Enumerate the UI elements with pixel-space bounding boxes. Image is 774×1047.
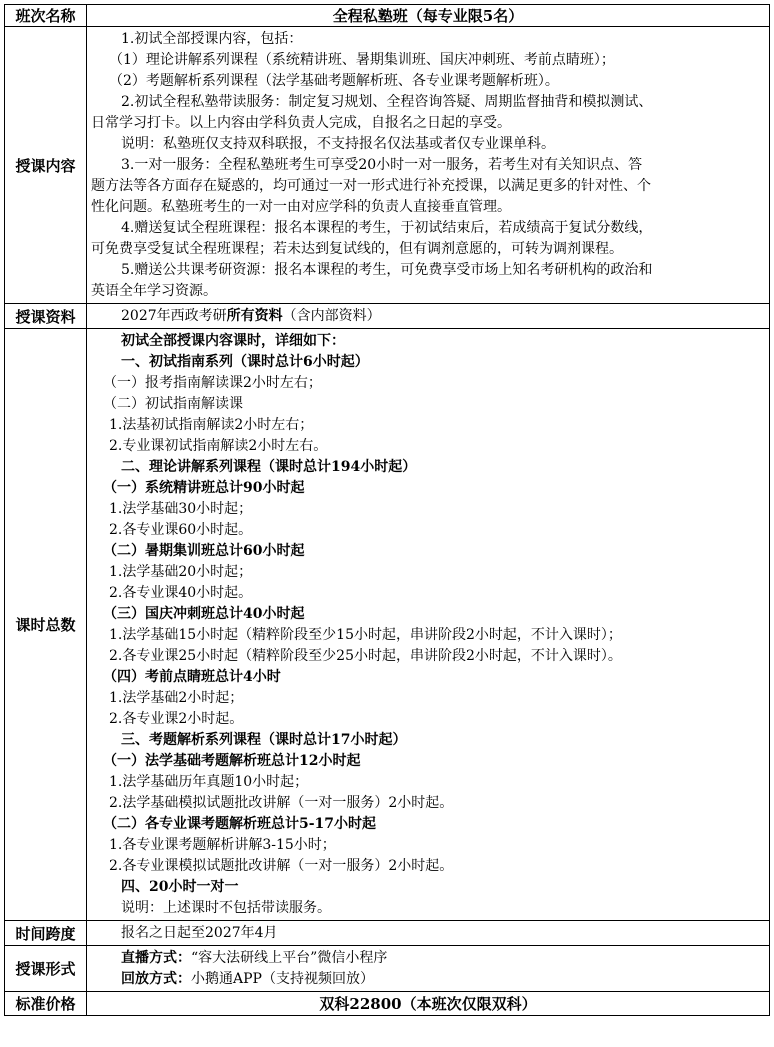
class-name-row [5,5,770,27]
format-row [5,946,770,992]
price-label: 标准价格 [5,992,87,1016]
hours-line: 四、20小时一对一 [121,879,239,895]
content-line: 性化问题。私塾班考生的一对一由对应学科的负责人直接垂直管理。 [91,199,511,215]
hours-line: 1.法学基础20小时起； [109,564,253,580]
hours-line: （二）初试指南解读课 [103,396,243,412]
materials-prefix: 2027年西政考研 [121,308,227,324]
hours-label: 课时总数 [5,329,87,921]
hours-line: （一）法学基础考题解析班总计12小时起 [103,753,361,769]
class-name-value: 全程私塾班（每专业限5名） [87,5,770,27]
content-line: 说明：私塾班仅支持双科联报，不支持报名仅法基或者仅专业课单科。 [121,136,555,152]
hours-line: 1.法基初试指南解读2小时左右； [109,417,314,433]
course-info-table [4,4,770,1016]
materials-bold: 所有资料 [226,308,283,324]
hours-line: （一）系统精讲班总计90小时起 [103,480,305,496]
content-body [87,27,770,304]
hours-line: （四）考前点睛班总计4小时 [103,669,281,685]
replay-label: 回放方式： [121,971,191,987]
time-span-value: 报名之日起至2027年4月 [87,921,770,946]
hours-line: 一、初试指南系列（课时总计6小时起） [121,354,369,370]
live-line [91,948,765,969]
price-value: 双科22800（本班次仅限双科） [87,992,770,1016]
content-line: （1）理论讲解系列课程（系统精讲班、暑期集训班、国庆冲刺班、考前点睛班）； [109,52,615,68]
hours-line: （二）各专业课考题解析班总计5-17小时起 [103,816,377,832]
hours-row [5,329,770,921]
hours-line: 2.法学基础模拟试题批改讲解（一对一服务）2小时起。 [109,795,454,811]
time-span-label: 时间跨度 [5,921,87,946]
hours-line: 2.各专业课25小时起（精粹阶段至少25小时起，串讲阶段2小时起，不计入课时）。 [109,648,622,664]
format-body [87,946,770,992]
content-line: 2.初试全程私塾带读服务：制定复习规划、全程咨询答疑、周期监督抽背和模拟测试、 [121,94,653,110]
hours-line: 2.各专业课60小时起。 [109,522,253,538]
hours-line: 2.各专业课40小时起。 [109,585,253,601]
class-name-label: 班次名称 [5,5,87,27]
content-line: 4.赠送复试全程班课程：报名本课程的考生，于初试结束后，若成绩高于复试分数线， [121,220,653,236]
replay-line [91,969,765,990]
hours-line: （一）报考指南解读课2小时左右； [103,375,322,391]
materials-suffix: （含内部资料） [282,308,381,324]
materials-label: 授课资料 [5,304,87,329]
price-row [5,992,770,1016]
hours-line: 2.各专业课模拟试题批改讲解（一对一服务）2小时起。 [109,858,454,874]
materials-value [87,304,770,329]
format-label: 授课形式 [5,946,87,992]
hours-line: 1.法学基础历年真题10小时起； [109,774,309,790]
content-line: 日常学习打卡。以上内容由学科负责人完成，自报名之日起的享受。 [91,115,511,131]
hours-line: 二、理论讲解系列课程（课时总计194小时起） [121,459,417,475]
hours-body [87,329,770,921]
hours-line: 1.各专业课考题解析讲解3-15小时； [109,837,336,853]
hours-line: 1.法学基础15小时起（精粹阶段至少15小时起，串讲阶段2小时起，不计入课时）； [109,627,622,643]
content-label: 授课内容 [5,27,87,304]
hours-line: 1.法学基础30小时起； [109,501,253,517]
hours-line: 说明：上述课时不包括带读服务。 [121,900,331,916]
content-line: 可免费享受复试全程班课程；若未达到复试线的，但有调剂意愿的，可转为调剂课程。 [91,241,623,257]
hours-line: 2.各专业课2小时起。 [109,711,244,727]
hours-line: 三、考题解析系列课程（课时总计17小时起） [121,732,407,748]
content-line: 题方法等各方面存在疑惑的，均可通过一对一形式进行补充授课，以满足更多的针对性、个 [91,178,651,194]
materials-row [5,304,770,329]
hours-line: 1.法学基础2小时起； [109,690,244,706]
hours-line: （二）暑期集训班总计60小时起 [103,543,305,559]
content-line: 1.初试全部授课内容，包括： [121,31,303,47]
replay-value: 小鹅通APP（支持视频回放） [191,971,374,987]
time-span-row [5,921,770,946]
content-line: 5.赠送公共课考研资源：报名本课程的考生，可免费享受市场上知名考研机构的政治和 [121,262,653,278]
content-line: 英语全年学习资源。 [91,283,217,299]
content-row [5,27,770,304]
live-label: 直播方式： [121,950,191,966]
hours-line: 初试全部授课内容课时，详细如下： [121,333,345,349]
live-value: “容大法研线上平台”微信小程序 [191,950,388,966]
content-line: （2）考题解析系列课程（法学基础考题解析班、各专业课考题解析班）。 [109,73,559,89]
hours-line: （三）国庆冲刺班总计40小时起 [103,606,305,622]
content-line: 3.一对一服务：全程私塾班考生可享受20小时一对一服务，若考生对有关知识点、答 [121,157,643,173]
hours-line: 2.专业课初试指南解读2小时左右。 [109,438,328,454]
